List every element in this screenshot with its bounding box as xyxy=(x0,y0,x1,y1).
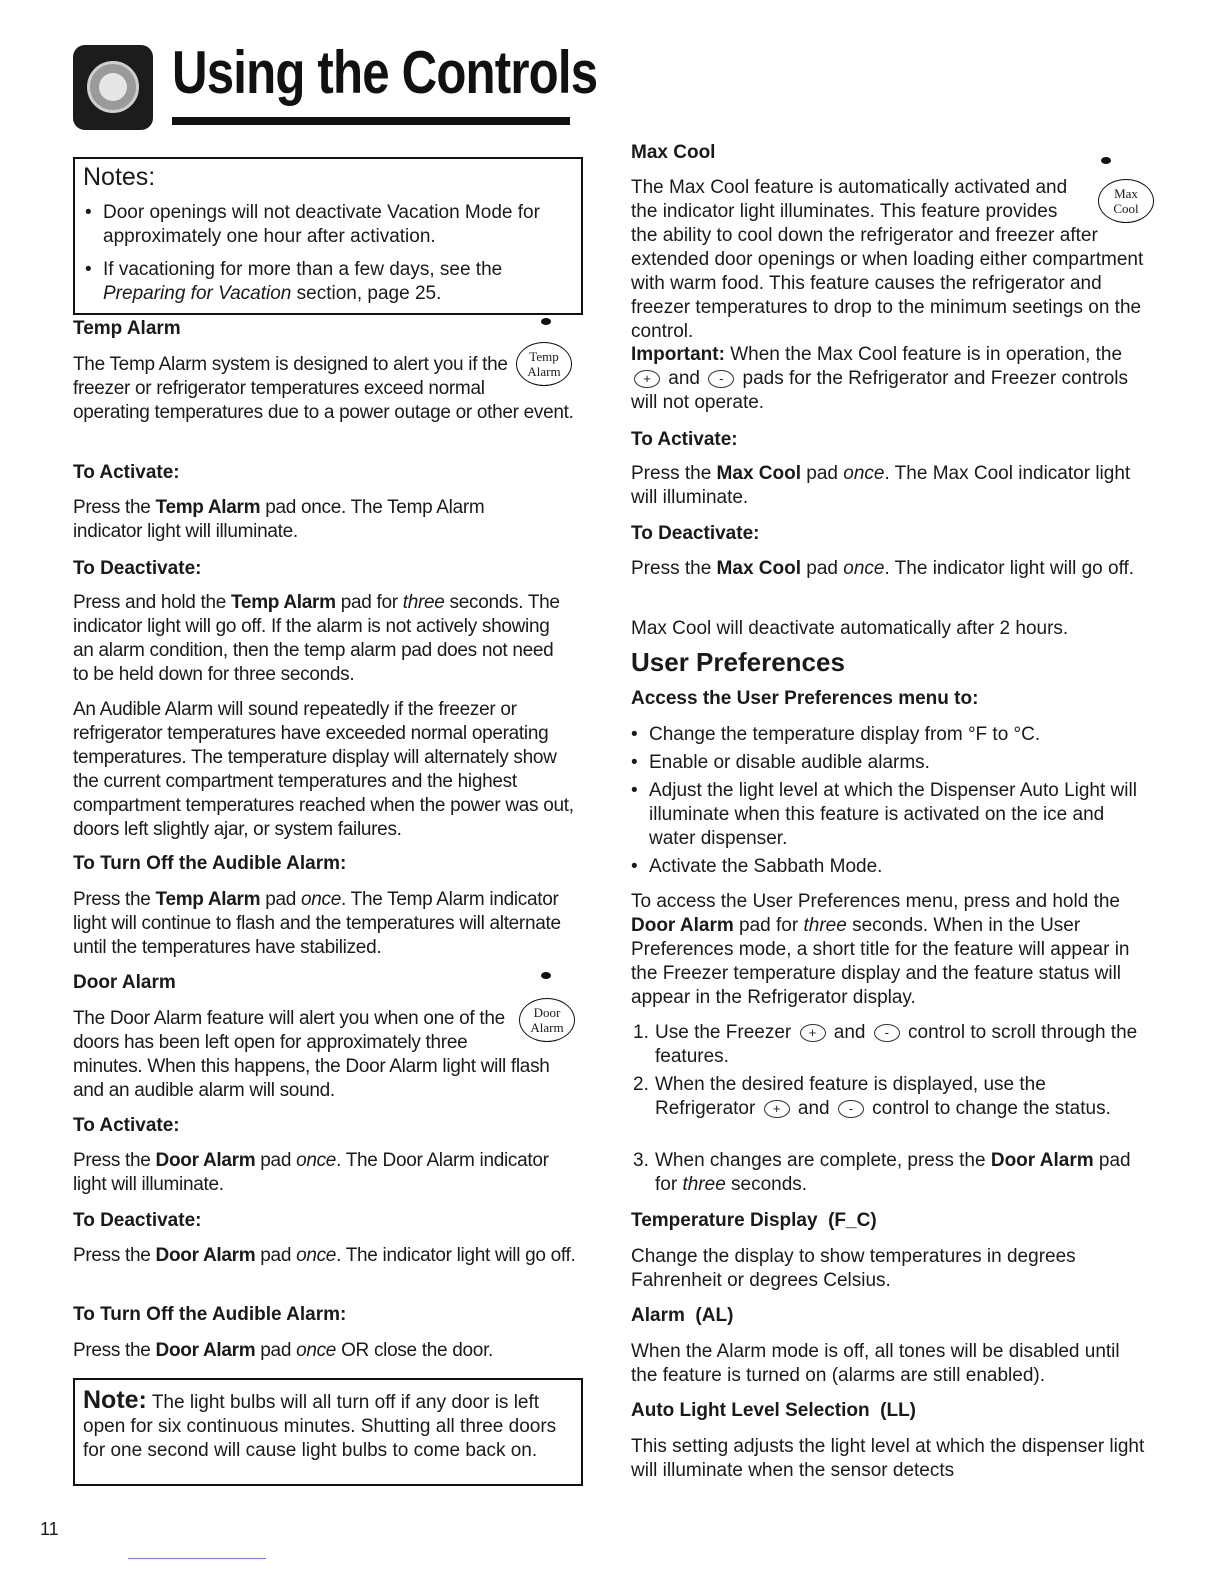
door-alarm-deactivate-heading: To Deactivate: xyxy=(73,1210,202,1231)
temp-alarm-deactivate-heading: To Deactivate: xyxy=(73,558,202,579)
plus-pad-icon: + xyxy=(764,1100,790,1118)
max-cool-heading: Max Cool xyxy=(631,142,716,163)
pin-icon xyxy=(1101,157,1111,164)
door-alarm-deactivate-text: Press the Door Alarm pad once. The indicator light will go off. xyxy=(73,1245,576,1266)
temp-alarm-button-icon: Temp Alarm xyxy=(516,342,572,386)
max-cool-intro: The Max Cool feature is automatically activated and the indicator light illuminates. This feature provides the ability to cool down the refrigerator and freezer after extended door openings or when loading either compartment with warm food. This feature causes the refrigerator and freezer temperatures to drop to the minimum seetings on the control. xyxy=(631,177,1144,342)
access-menu-text: To access the User Preferences menu, press and hold the Door Alarm pad for three seconds. When in the User Preferences mode, a short title for the feature will appear in the Freezer temperature display and the feature status will appear in the Refrigerator display. xyxy=(631,891,1130,1008)
max-cool-deactivate-heading: To Deactivate: xyxy=(631,523,760,544)
refrigerator-dial-icon xyxy=(73,45,153,130)
temp-alarm-heading: Temp Alarm xyxy=(73,318,181,339)
notes-title: Notes: xyxy=(83,163,156,191)
user-preferences-heading: User Preferences xyxy=(631,647,845,677)
temp-alarm-activate-text: Press the Temp Alarm pad once. The Temp Alarm indicator light will illuminate. xyxy=(73,497,485,542)
temp-alarm-intro: The Temp Alarm system is designed to alert you if the freezer or refrigerator temperatures exceed normal operating temperatures due to a power outage or other event. xyxy=(73,354,574,423)
door-alarm-activate-heading: To Activate: xyxy=(73,1115,180,1136)
door-alarm-heading: Door Alarm xyxy=(73,972,176,993)
door-alarm-button-icon: Door Alarm xyxy=(519,998,575,1042)
temp-display-text: Change the display to show temperatures in degrees Fahrenheit or degrees Celsius. xyxy=(631,1246,1076,1291)
temp-alarm-turnoff-heading: To Turn Off the Audible Alarm: xyxy=(73,853,347,874)
page-number: 11 xyxy=(40,1519,59,1539)
pin-icon xyxy=(541,972,551,979)
plus-pad-icon: + xyxy=(800,1024,826,1042)
light-level-text: This setting adjusts the light level at which the dispenser light will illuminate when the sensor detects xyxy=(631,1436,1145,1481)
temp-display-heading: Temperature Display (F_C) xyxy=(631,1210,877,1231)
title-rule xyxy=(172,117,570,125)
max-cool-button-icon: Max Cool xyxy=(1098,179,1154,223)
access-menu-heading: Access the User Preferences menu to: xyxy=(631,688,979,709)
light-level-heading: Auto Light Level Selection (LL) xyxy=(631,1400,916,1421)
note-text: Note: The light bulbs will all turn off if any door is left open for six continuous minutes. Shutting all three doors for one second will cause light bulbs to come back on. xyxy=(83,1386,557,1461)
max-cool-activate-heading: To Activate: xyxy=(631,429,738,450)
plus-pad-icon: + xyxy=(634,370,660,388)
max-cool-activate-text: Press the Max Cool pad once. The Max Cool indicator light will illuminate. xyxy=(631,463,1131,508)
door-alarm-turnoff-text: Press the Door Alarm pad once OR close the door. xyxy=(73,1340,494,1361)
minus-pad-icon: - xyxy=(708,370,734,388)
max-cool-deactivate-text: Press the Max Cool pad once. The indicator light will go off. xyxy=(631,558,1135,579)
page-title: Using the Controls xyxy=(172,39,598,106)
max-cool-auto-off: Max Cool will deactivate automatically after 2 hours. xyxy=(631,618,1069,639)
door-alarm-turnoff-heading: To Turn Off the Audible Alarm: xyxy=(73,1304,347,1325)
pin-icon xyxy=(541,318,551,325)
minus-pad-icon: - xyxy=(874,1024,900,1042)
temp-alarm-turnoff-text: Press the Temp Alarm pad once. The Temp Alarm indicator light will continue to flash and the temperatures will alternate until the temperatures have stabilized. xyxy=(73,889,561,958)
footer-line xyxy=(128,1558,266,1559)
alarm-heading: Alarm (AL) xyxy=(631,1305,734,1326)
max-cool-important: Important: When the Max Cool feature is in operation, the + and - pads for the Refrigerator and Freezer controls will not operate. xyxy=(631,344,1129,413)
temp-alarm-deactivate-text: Press and hold the Temp Alarm pad for three seconds. The indicator light will go off. If the alarm is not actively showing an alarm condition, then the temp alarm pad does not need to be held down for three seconds. xyxy=(73,592,560,685)
door-alarm-activate-text: Press the Door Alarm pad once. The Door Alarm indicator light will illuminate. xyxy=(73,1150,549,1195)
temp-alarm-activate-heading: To Activate: xyxy=(73,462,180,483)
door-alarm-intro: The Door Alarm feature will alert you when one of the doors has been left open for approximately three minutes. When this happens, the Door Alarm light will flash and an audible alarm will sound. xyxy=(73,1008,550,1101)
dial-center xyxy=(99,73,127,101)
note-box xyxy=(73,1378,583,1486)
audible-alarm-text: An Audible Alarm will sound repeatedly if the freezer or refrigerator temperatures have exceeded normal operating temperatures. The temperature display will alternately show the current compartment temperatures and the highest compartment temperatures reached when the power was out, doors left slightly ajar, or system failures. xyxy=(73,699,574,840)
alarm-text: When the Alarm mode is off, all tones will be disabled until the feature is turned on (alarms are still enabled). xyxy=(631,1341,1120,1386)
minus-pad-icon: - xyxy=(838,1100,864,1118)
notes-box: Notes: • Door openings will not deactivate Vacation Mode for approximately one hour after activation. • If vacationing for more than a few days, see the Preparing for Vacation section, page 25. xyxy=(73,157,583,315)
